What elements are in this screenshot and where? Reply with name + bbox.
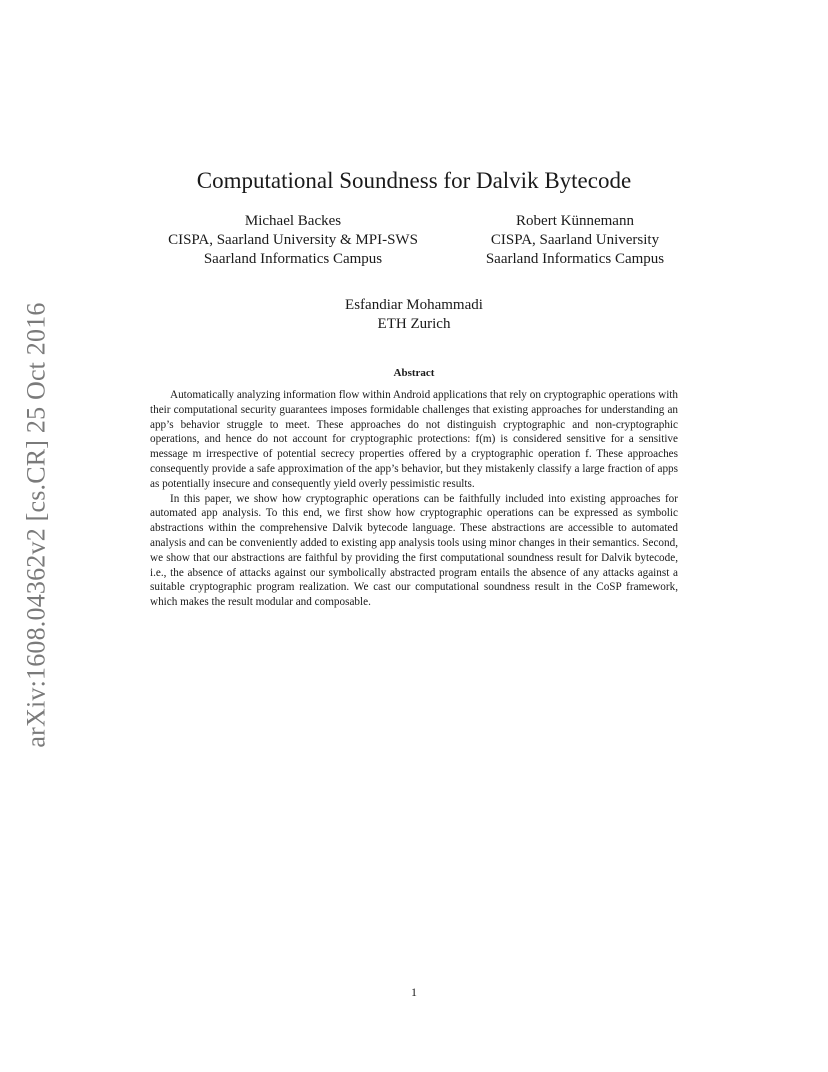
author-name: Robert Künnemann [516,213,634,229]
author-affiliation: ETH Zurich [377,316,451,332]
author-name: Michael Backes [244,213,342,229]
author-block-kunnemann [466,212,684,269]
abstract-body [150,388,678,610]
author-affiliation: CISPA, Saarland University & MPI-SWS [168,232,418,248]
paper-title: Computational Soundness for Dalvik Bytecode [196,168,632,193]
author-campus: Saarland Informatics Campus [203,251,383,267]
page-number: 1 [411,985,417,999]
abstract-paragraph: Automatically analyzing information flow within Android applications that rely on cryptographic operations with their computational security guarantees imposes formidable challenges that existing approaches for understanding an app’s behavior struggle to meet. These approaches do not distinguish cryptographic and non-cryptographic operations, and hence do not account for cryptographic protections: f(m) is considered sensitive for a sensitive message m irrespective of potential secrecy properties offered by a cryptographic operation f. These approaches consequently provide a safe approximation of the app’s behavior, but they mistakenly classify a large fraction of apps as potentially insecure and consequently yield overly pessimistic results. [150,389,678,490]
abstract-paragraph: In this paper, we show how cryptographic operations can be faithfully included into existing approaches for automated app analysis. To this end, we first show how cryptographic operations can be expressed as symbolic abstractions within the comprehensive Dalvik bytecode language. These abstractions are accessible to automated analysis and can be conveniently added to existing app analysis tools using minor changes in their semantics. Second, we show that our abstractions are faithful by providing the first computational soundness result for Dalvik bytecode, i.e., the absence of attacks against our symbolically abstracted program entails the absence of any attacks against a suitable cryptographic program realization. We cast our computational soundness result in the CoSP framework, which makes the result modular and composable. [150,492,678,609]
author-block-backes [140,212,446,269]
author-block-mohammadi [264,296,564,334]
arxiv-identifier-text: arXiv:1608.04362v2 [cs.CR] 25 Oct 2016 [22,302,52,748]
arxiv-identifier-stamp [22,290,52,760]
abstract-heading: Abstract [393,367,435,379]
author-affiliation: CISPA, Saarland University [490,232,660,248]
author-campus: Saarland Informatics Campus [485,251,665,267]
author-name: Esfandiar Mohammadi [345,297,483,313]
